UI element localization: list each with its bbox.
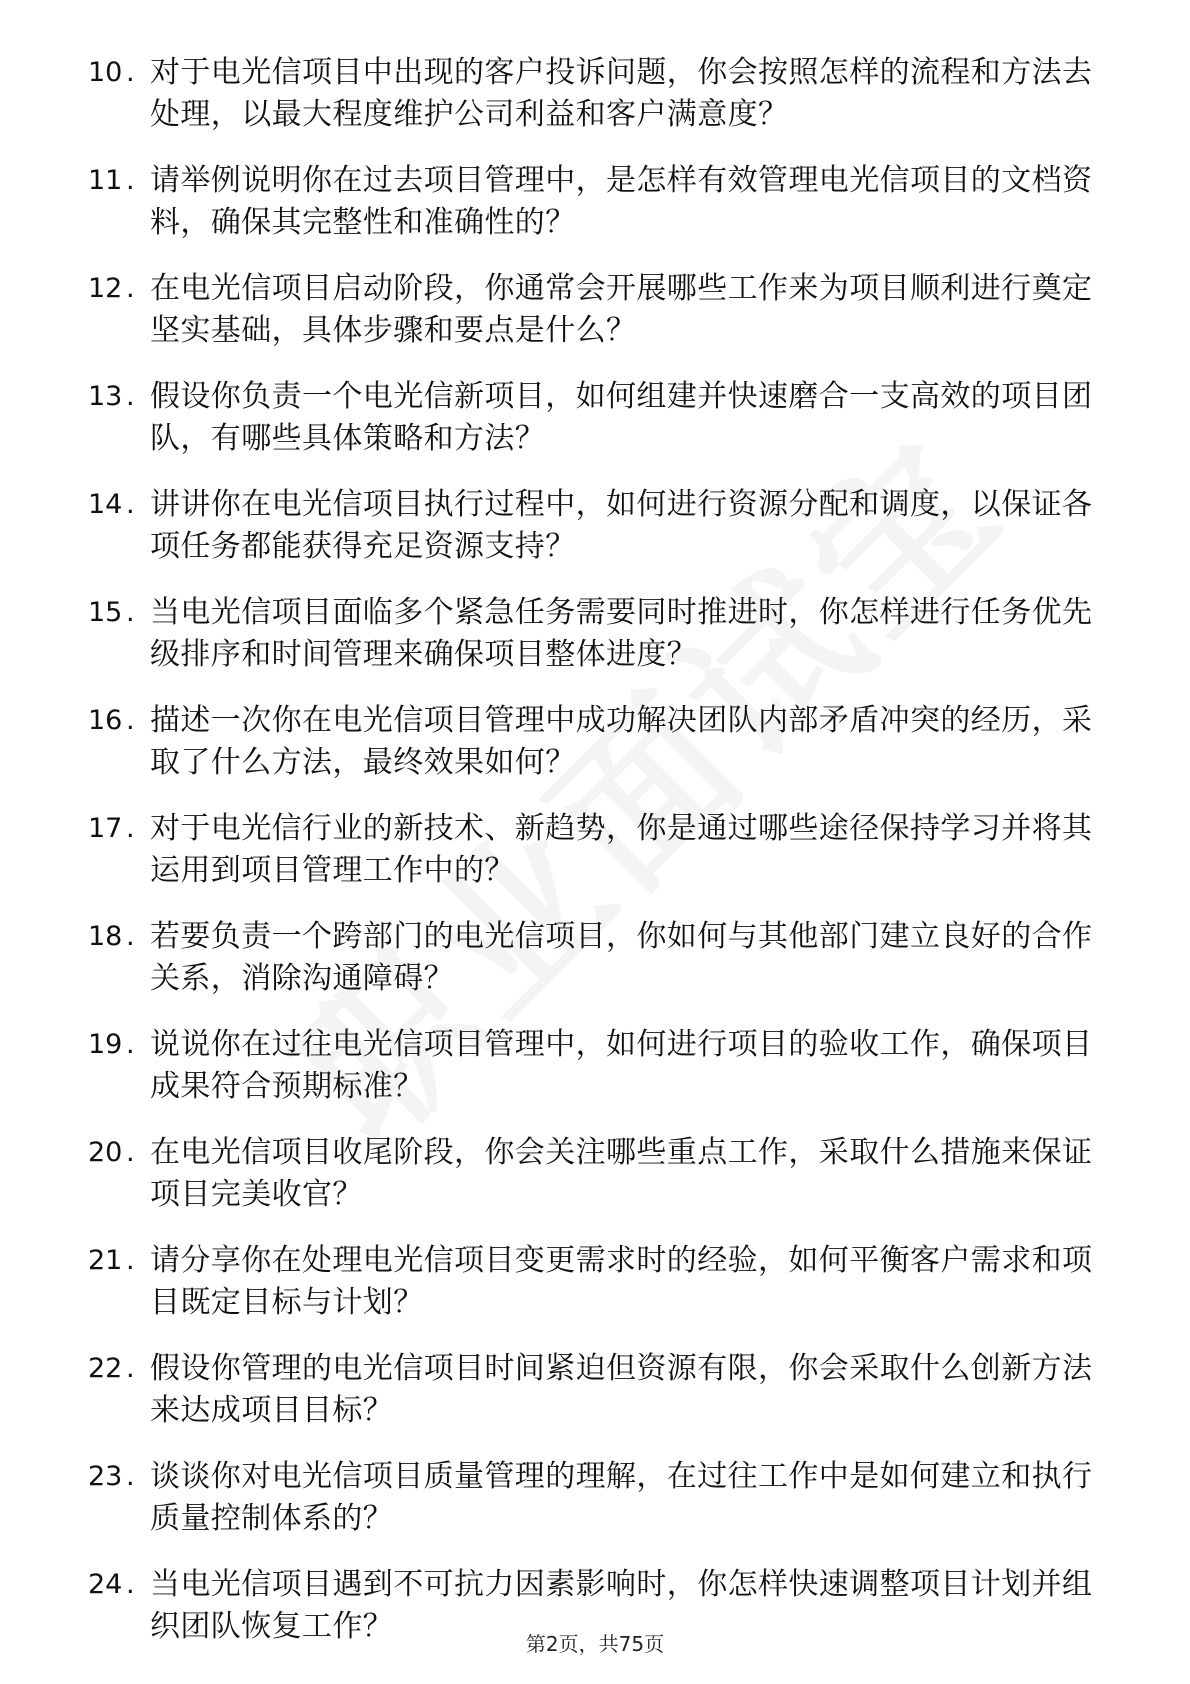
question-number-dot: . xyxy=(126,489,135,520)
question-item-18 xyxy=(88,916,1118,1000)
question-text: 对于电光信项目中出现的客户投诉问题，你会按照怎样的流程和方法去处理，以最大程度维护公司利益和客户满意度？ xyxy=(150,55,1093,132)
question-item-14 xyxy=(88,484,1118,568)
question-number: 14 xyxy=(88,489,123,520)
question-text: 谈谈你对电光信项目质量管理的理解，在过往工作中是如何建立和执行质量控制体系的？ xyxy=(150,1459,1093,1536)
question-number-dot: . xyxy=(126,921,135,952)
question-number: 22 xyxy=(88,1353,123,1384)
question-number-dot: . xyxy=(126,1245,135,1276)
question-number: 11 xyxy=(88,165,123,196)
question-number: 17 xyxy=(88,813,123,844)
question-item-21 xyxy=(88,1240,1118,1324)
question-number: 16 xyxy=(88,705,123,736)
page-footer: 第2页，共75页 xyxy=(525,1632,665,1656)
question-number: 13 xyxy=(88,381,123,412)
question-number-dot: . xyxy=(126,1137,135,1168)
question-number-dot: . xyxy=(126,57,135,88)
question-number-dot: . xyxy=(126,597,135,628)
question-item-13 xyxy=(88,376,1118,460)
question-number-dot: . xyxy=(126,1029,135,1060)
question-item-16 xyxy=(88,700,1118,784)
question-item-15 xyxy=(88,592,1118,676)
question-item-22 xyxy=(88,1348,1118,1432)
question-text: 对于电光信行业的新技术、新趋势，你是通过哪些途径保持学习并将其运用到项目管理工作中的？ xyxy=(150,811,1093,888)
question-item-19 xyxy=(88,1024,1118,1108)
question-text: 请举例说明你在过去项目管理中，是怎样有效管理电光信项目的文档资料，确保其完整性和准确性的？ xyxy=(150,163,1093,240)
question-number-dot: . xyxy=(126,813,135,844)
question-number: 19 xyxy=(88,1029,123,1060)
question-item-10 xyxy=(88,52,1118,136)
question-item-11 xyxy=(88,160,1118,244)
question-number: 12 xyxy=(88,273,123,304)
question-text: 说说你在过往电光信项目管理中，如何进行项目的验收工作，确保项目成果符合预期标准？ xyxy=(150,1027,1093,1104)
question-number: 15 xyxy=(88,597,123,628)
question-item-20 xyxy=(88,1132,1118,1216)
question-number: 23 xyxy=(88,1461,123,1492)
question-list xyxy=(88,52,1118,1672)
question-number-dot: . xyxy=(126,1461,135,1492)
question-number: 21 xyxy=(88,1245,123,1276)
question-item-12 xyxy=(88,268,1118,352)
question-text: 当电光信项目遇到不可抗力因素影响时，你怎样快速调整项目计划并组织团队恢复工作？ xyxy=(150,1567,1093,1644)
question-number: 18 xyxy=(88,921,123,952)
question-item-17 xyxy=(88,808,1118,892)
question-text: 在电光信项目收尾阶段，你会关注哪些重点工作，采取什么措施来保证项目完美收官？ xyxy=(150,1135,1093,1212)
question-number: 10 xyxy=(88,57,123,88)
question-item-23 xyxy=(88,1456,1118,1540)
question-text: 请分享你在处理电光信项目变更需求时的经验，如何平衡客户需求和项目既定目标与计划？ xyxy=(150,1243,1093,1320)
question-number-dot: . xyxy=(126,1353,135,1384)
question-number: 20 xyxy=(88,1137,123,1168)
question-number-dot: . xyxy=(126,1569,135,1600)
question-number-dot: . xyxy=(126,705,135,736)
question-number-dot: . xyxy=(126,381,135,412)
question-number-dot: . xyxy=(126,165,135,196)
question-text: 假设你管理的电光信项目时间紧迫但资源有限，你会采取什么创新方法来达成项目目标？ xyxy=(150,1351,1093,1428)
question-text: 讲讲你在电光信项目执行过程中，如何进行资源分配和调度，以保证各项任务都能获得充足资源支持？ xyxy=(150,487,1093,564)
question-text: 描述一次你在电光信项目管理中成功解决团队内部矛盾冲突的经历，采取了什么方法，最终效果如何？ xyxy=(150,703,1093,780)
question-text: 在电光信项目启动阶段，你通常会开展哪些工作来为项目顺利进行奠定坚实基础，具体步骤和要点是什么？ xyxy=(150,271,1093,348)
question-text: 若要负责一个跨部门的电光信项目，你如何与其他部门建立良好的合作关系，消除沟通障碍？ xyxy=(150,919,1093,996)
question-text: 假设你负责一个电光信新项目，如何组建并快速磨合一支高效的项目团队，有哪些具体策略和方法？ xyxy=(150,379,1093,456)
question-number: 24 xyxy=(88,1569,123,1600)
question-text: 当电光信项目面临多个紧急任务需要同时推进时，你怎样进行任务优先级排序和时间管理来确保项目整体进度？ xyxy=(150,595,1093,672)
question-number-dot: . xyxy=(126,273,135,304)
